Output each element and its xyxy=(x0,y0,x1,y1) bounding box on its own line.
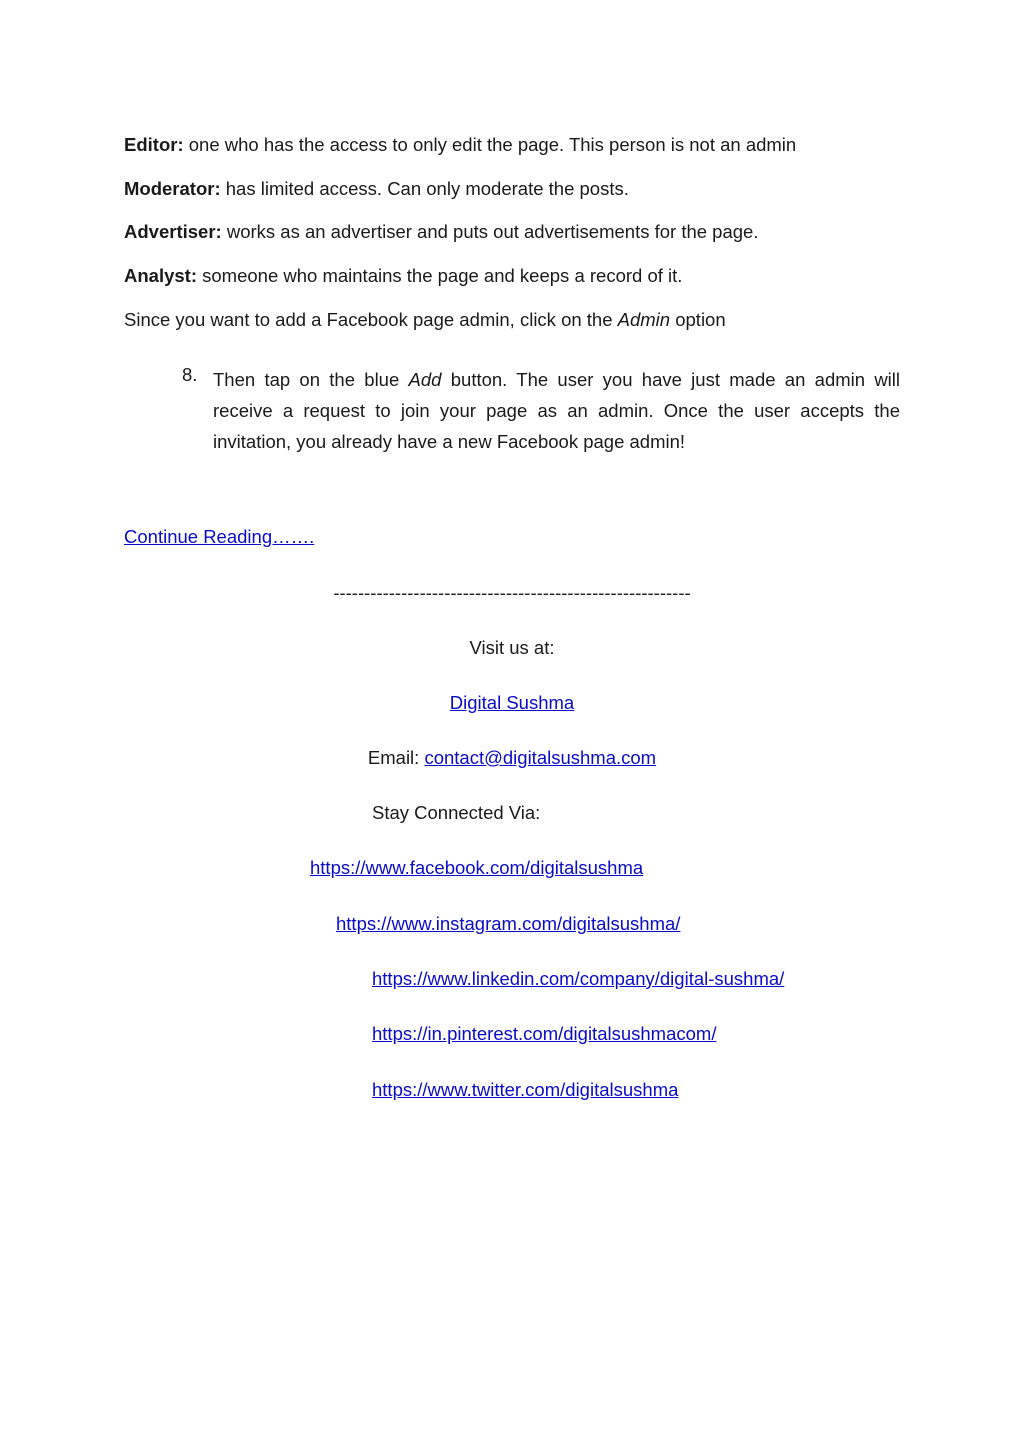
step-body xyxy=(213,364,900,457)
definition-moderator xyxy=(124,178,629,200)
email-link[interactable]: contact@digitalsushma.com xyxy=(424,747,657,768)
instagram-link[interactable]: https://www.instagram.com/digitalsushma/ xyxy=(336,913,681,934)
pinterest-link[interactable]: https://in.pinterest.com/digitalsushmacom/ xyxy=(372,1023,717,1044)
definition-term: Moderator: xyxy=(124,178,221,199)
admin-instruction-after: option xyxy=(670,309,726,330)
admin-instruction-before: Since you want to add a Facebook page admin, click on the xyxy=(124,309,618,330)
visit-us-label: Visit us at: xyxy=(469,637,555,658)
definition-analyst xyxy=(124,265,682,287)
definition-text: has limited access. Can only moderate the posts. xyxy=(220,178,629,199)
linkedin-link-row xyxy=(372,968,784,990)
admin-option-emphasis: Admin xyxy=(617,309,671,330)
step-line-1 xyxy=(213,364,900,395)
step-number: 8. xyxy=(182,364,198,385)
definition-term: Advertiser: xyxy=(124,221,222,242)
instagram-link-row xyxy=(336,913,680,935)
definition-term: Editor: xyxy=(124,134,184,155)
stay-connected-label: Stay Connected Via: xyxy=(372,802,541,823)
step-line-1-a: Then tap on the blue xyxy=(213,369,409,390)
pinterest-link-row xyxy=(372,1023,716,1045)
twitter-link-row xyxy=(372,1079,678,1101)
continue-reading-row xyxy=(124,526,314,548)
add-button-emphasis: Add xyxy=(408,369,442,390)
definition-text: one who has the access to only edit the page. This person is not an admin xyxy=(183,134,797,155)
twitter-link[interactable]: https://www.twitter.com/digitalsushma xyxy=(372,1079,679,1100)
definition-term: Analyst: xyxy=(124,265,197,286)
digital-sushma-link[interactable]: Digital Sushma xyxy=(449,692,575,713)
definition-text: someone who maintains the page and keeps a record of it. xyxy=(197,265,683,286)
email-row xyxy=(0,747,1024,769)
facebook-link[interactable]: https://www.facebook.com/digitalsushma xyxy=(310,857,644,878)
facebook-link-row xyxy=(310,857,643,879)
definition-editor xyxy=(124,134,796,156)
step-line-3: invitation, you already have a new Facebook page admin! xyxy=(213,431,686,452)
definition-advertiser xyxy=(124,221,758,243)
linkedin-link[interactable]: https://www.linkedin.com/company/digital-sushma/ xyxy=(372,968,785,989)
step-line-2: receive a request to join your page as an admin. Once the user accepts the xyxy=(213,400,900,421)
step-line-1-b: button. The user you have just made an admin will xyxy=(441,369,901,390)
admin-instruction xyxy=(124,309,726,331)
definition-text: works as an advertiser and puts out advertisements for the page. xyxy=(221,221,759,242)
email-label: Email: xyxy=(367,747,425,768)
continue-reading-link[interactable]: Continue Reading……. xyxy=(124,526,315,547)
divider-dashes: ---------------------------------------------------------- xyxy=(333,582,691,603)
site-link-row xyxy=(0,692,1024,714)
